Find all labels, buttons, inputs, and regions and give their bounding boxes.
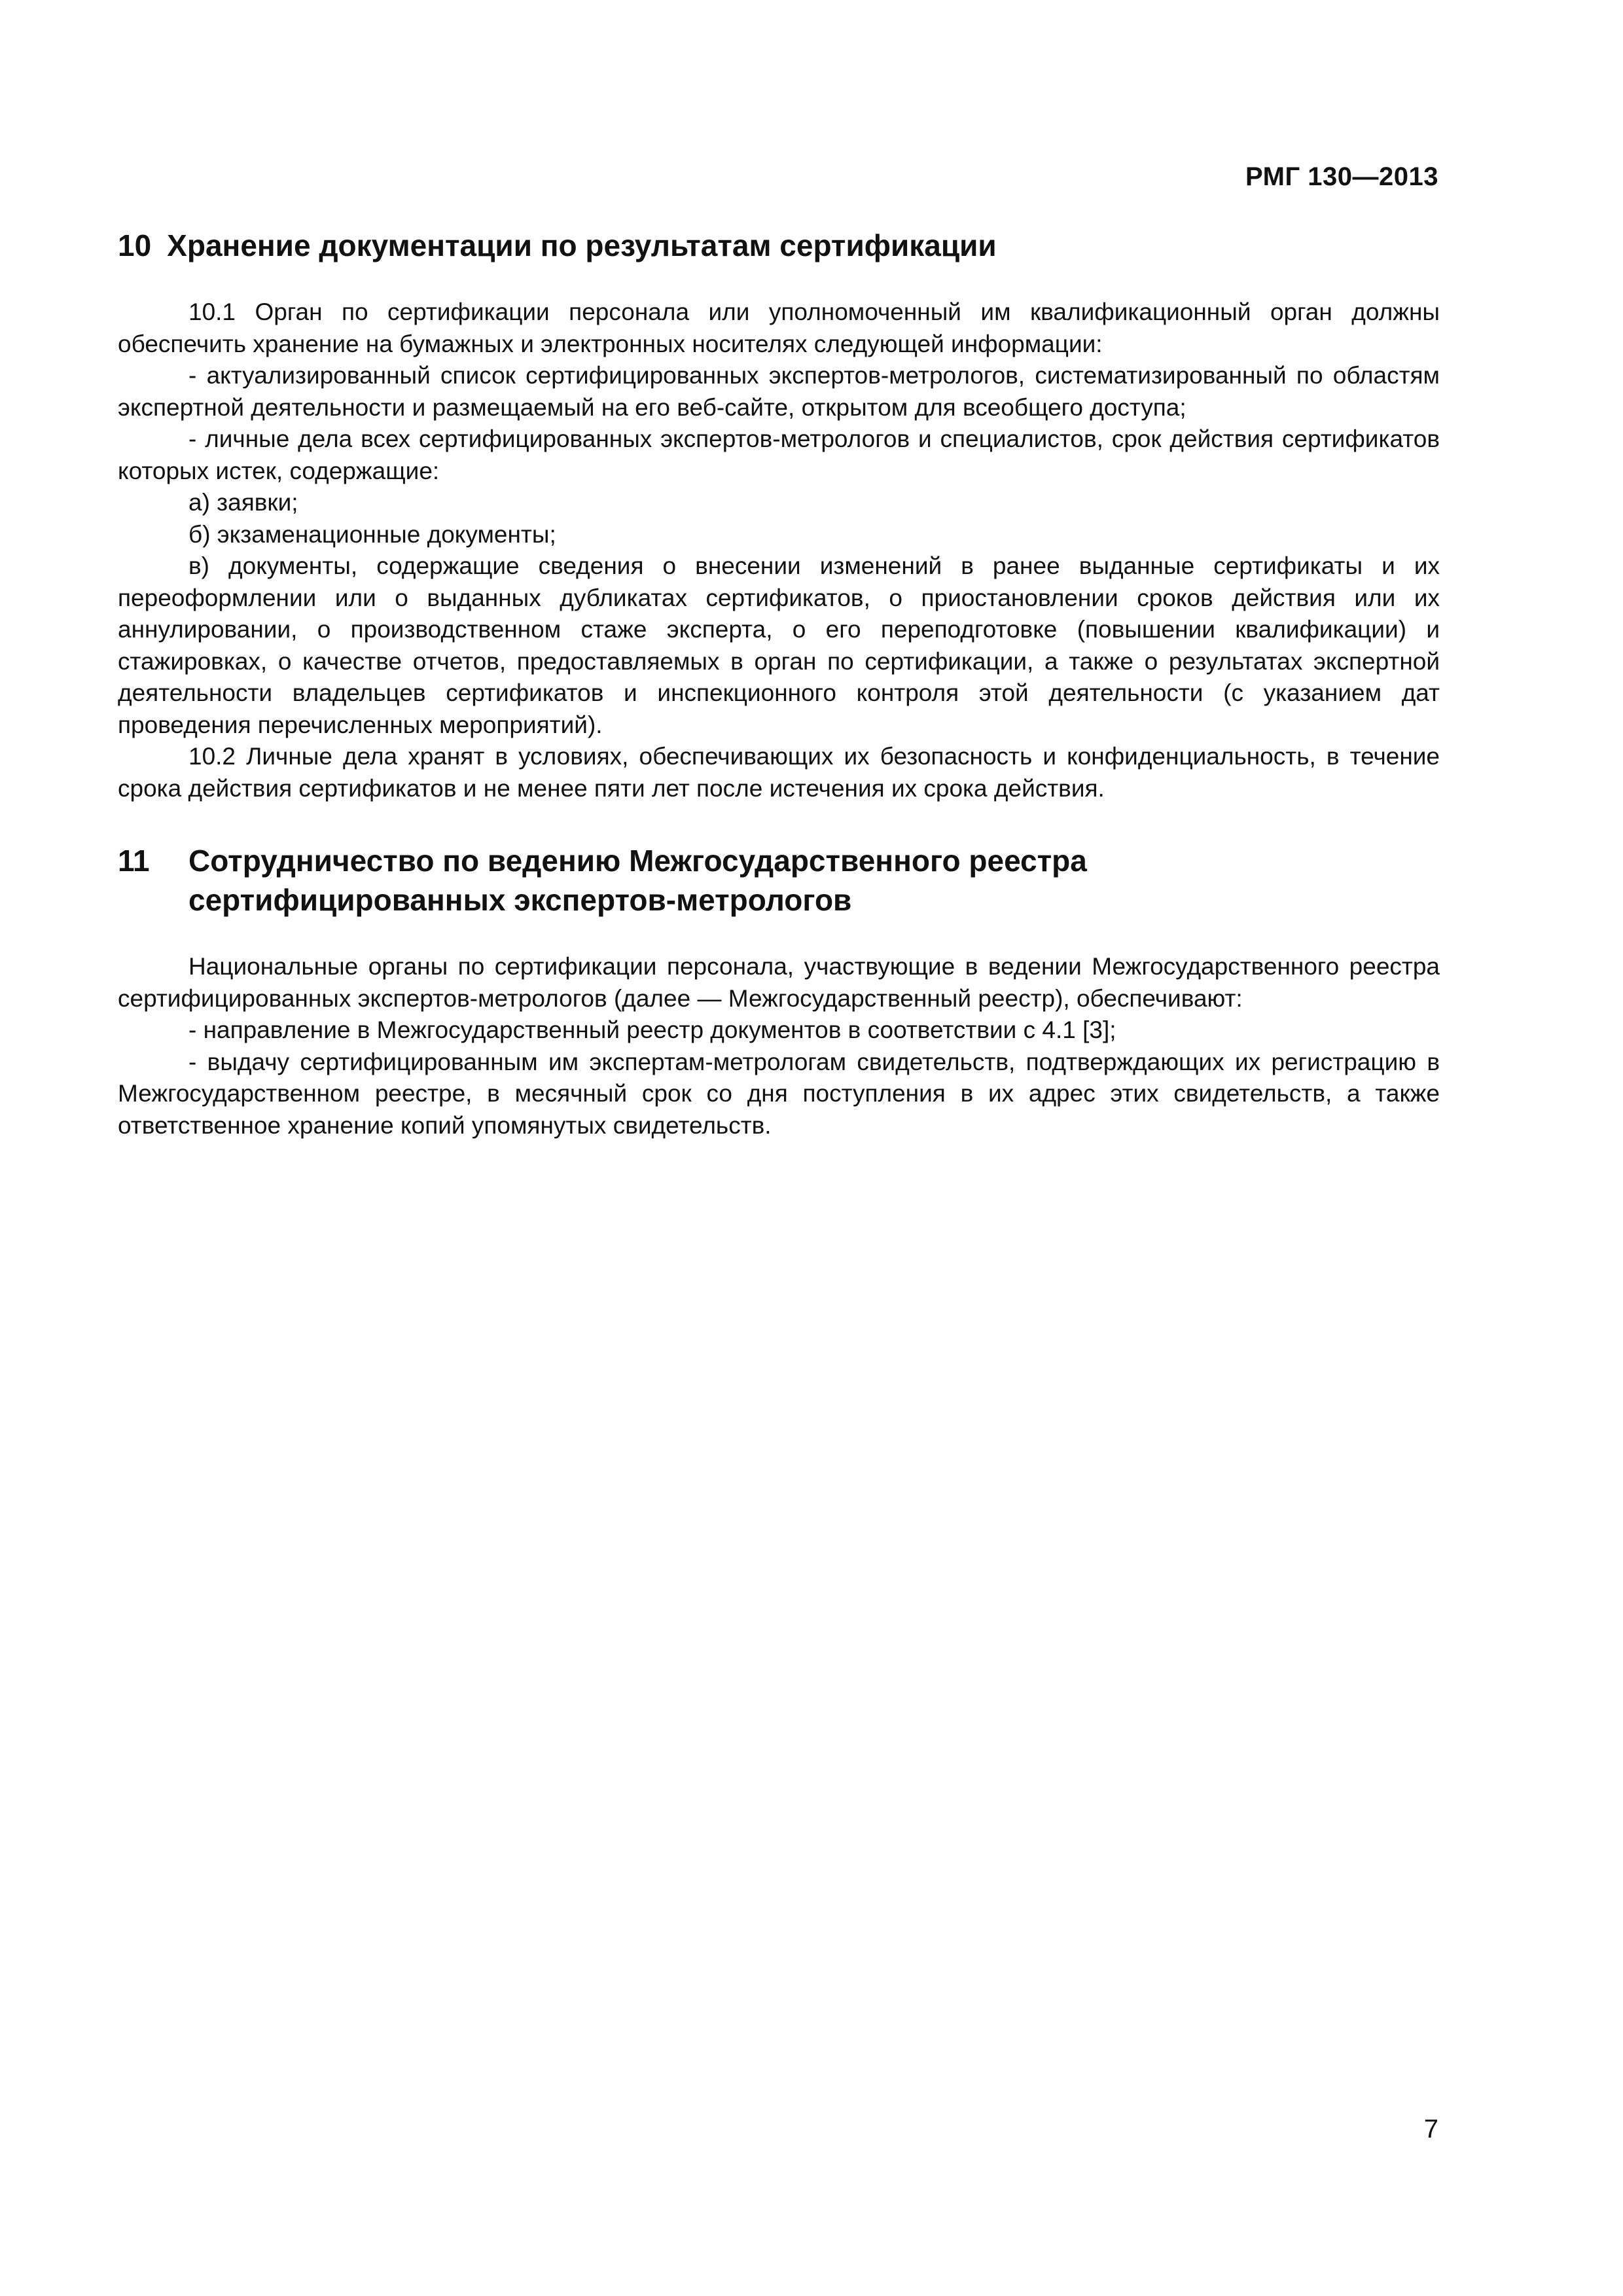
document-code: РМГ 130—2013 [1245, 162, 1438, 191]
list-item-issuance: - выдачу сертифицированным им экспертам-метрологам свидетельств, подтверждающих их регистрацию в Межгосударственном реестре, в месячный срок со дня поступления в их адрес этих свидетельств, а также ответственное хранение копий упомянутых свидетельств. [118, 1048, 1440, 1139]
section-11-body [118, 951, 1440, 1141]
list-item-c: в) документы, содержащие сведения о внесении изменений в ранее выданные сертификаты и их переоформлении или о выданных дубликатах сертификатов, о приостановлении сроков действия или их аннулировании, о производственном стаже эксперта, о его переподготовке (повышении квалификации) и стажировках, о качестве отчетов, предоставляемых в орган по сертификации, а также о результатах экспертной деятельности владельцев сертификатов и инспекционного контроля этой деятельности (с указанием дат проведения перечисленных мероприятий). [118, 552, 1440, 738]
page-number: 7 [1423, 2115, 1438, 2144]
section-10-number: 10 [118, 228, 152, 262]
list-item-personal-files: - личные дела всех сертифицированных экспертов-метрологов и специалистов, срок действия сертификатов которых истек, содержащие: [118, 425, 1440, 484]
section-10-body [118, 296, 1440, 804]
page-content [118, 226, 1440, 1141]
paragraph-11-intro: Национальные органы по сертификации персонала, участвующие в ведении Межгосударственного реестра сертифицированных экспертов-метрологов (далее — Межгосударственный реестр), обеспечивают: [118, 953, 1440, 1012]
section-11-title-line-2: сертифицированных экспертов-метрологов [188, 883, 852, 917]
list-item-b: б) экзаменационные документы; [188, 520, 556, 548]
list-item-actual-list: - актуализированный список сертифицированных экспертов-метрологов, систематизированный по областям экспертной деятельности и размещаемый на его веб-сайте, открытом для всеобщего доступа; [118, 362, 1440, 421]
paragraph-10-1: 10.1 Орган по сертификации персонала или уполномоченный им квалификационный орган должны обеспечить хранение на бумажных и электронных носителях следующей информации: [118, 298, 1440, 357]
section-10-heading [118, 226, 1440, 265]
section-11-number: 11 [118, 844, 150, 878]
section-11-heading [118, 841, 1440, 920]
paragraph-10-2: 10.2 Личные дела хранят в условиях, обеспечивающих их безопасность и конфиденциальность, в течение срока действия сертификатов и не менее пяти лет после истечения их срока действия. [118, 743, 1440, 802]
section-10-title: Хранение документации по результатам сертификации [167, 228, 997, 262]
section-11-title-line-1: Сотрудничество по ведению Межгосударственного реестра [188, 844, 1087, 878]
list-item-direction: - направление в Межгосударственный реестр документов в соответствии с 4.1 [3]; [188, 1016, 1116, 1043]
section-11 [118, 841, 1440, 1141]
list-item-a: а) заявки; [188, 489, 298, 516]
